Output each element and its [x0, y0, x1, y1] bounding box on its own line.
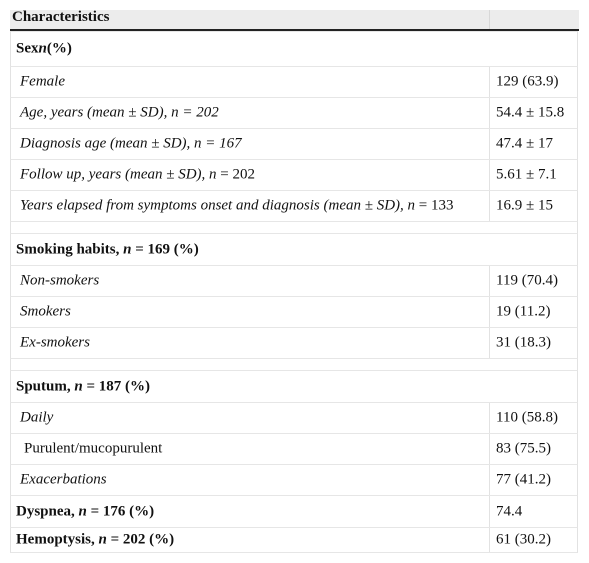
table-row-female	[10, 66, 578, 97]
table-row-diagnosis-age	[10, 128, 578, 159]
row-value: 83 (75.5)	[496, 440, 551, 457]
row-value: 31 (18.3)	[496, 334, 551, 351]
header-divider	[489, 10, 490, 29]
spacer-row	[10, 358, 578, 370]
row-label: Age, years (mean ± SD), n = 202	[20, 104, 219, 121]
row-label: Non-smokers	[20, 272, 100, 289]
row-value: 119 (70.4)	[496, 272, 558, 289]
section-sex	[10, 31, 578, 66]
row-label: Follow up, years (mean ± SD), n = 202	[20, 166, 256, 183]
row-label: Exacerbations	[20, 471, 107, 488]
row-value: 77 (41.2)	[496, 471, 551, 488]
section-sputum	[10, 370, 578, 402]
row-value: 54.4 ± 15.8	[496, 104, 565, 121]
table-row-hemoptysis	[10, 527, 578, 553]
row-label: Purulent/mucopurulent	[24, 440, 163, 457]
table-row-non-smokers	[10, 265, 578, 296]
table-row-exacerbations	[10, 464, 578, 495]
table-header	[10, 10, 579, 31]
row-value: 74.4	[496, 503, 523, 519]
section-sex-label: Sexn(%)	[16, 40, 72, 57]
characteristics-table	[10, 9, 579, 548]
section-sputum-label: Sputum, n = 187 (%)	[16, 378, 150, 394]
row-value: 110 (58.8)	[496, 409, 558, 426]
section-smoking-label: Smoking habits, n = 169 (%)	[16, 241, 199, 257]
spacer-row	[10, 221, 578, 233]
row-label: Years elapsed from symptoms onset and diagnosis (mean ± SD), n = 133	[20, 197, 454, 214]
table-row-age	[10, 97, 578, 128]
row-label: Hemoptysis, n = 202 (%)	[16, 531, 175, 548]
table-row-ex-smokers	[10, 327, 578, 358]
row-value: 19 (11.2)	[496, 303, 551, 320]
row-value: 16.9 ± 15	[496, 197, 553, 214]
row-label: Dyspnea, n = 176 (%)	[16, 503, 155, 519]
table-row-smokers	[10, 296, 578, 327]
table-row-daily	[10, 402, 578, 433]
table-row-years-elapsed	[10, 190, 578, 221]
table-row-dyspnea	[10, 495, 578, 527]
row-value: 5.61 ± 7.1	[496, 166, 557, 183]
row-label: Diagnosis age (mean ± SD), n = 167	[20, 135, 242, 152]
row-label: Female	[20, 73, 65, 90]
header-characteristics: Characteristics	[12, 9, 110, 25]
row-value: 129 (63.9)	[496, 73, 559, 90]
row-label: Ex-smokers	[20, 334, 90, 351]
row-value: 61 (30.2)	[496, 531, 551, 548]
row-value: 47.4 ± 17	[496, 135, 553, 152]
table-row-follow-up	[10, 159, 578, 190]
row-label: Smokers	[20, 303, 71, 320]
row-label: Daily	[20, 409, 54, 426]
section-smoking	[10, 233, 578, 265]
table-row-purulent	[10, 433, 578, 464]
